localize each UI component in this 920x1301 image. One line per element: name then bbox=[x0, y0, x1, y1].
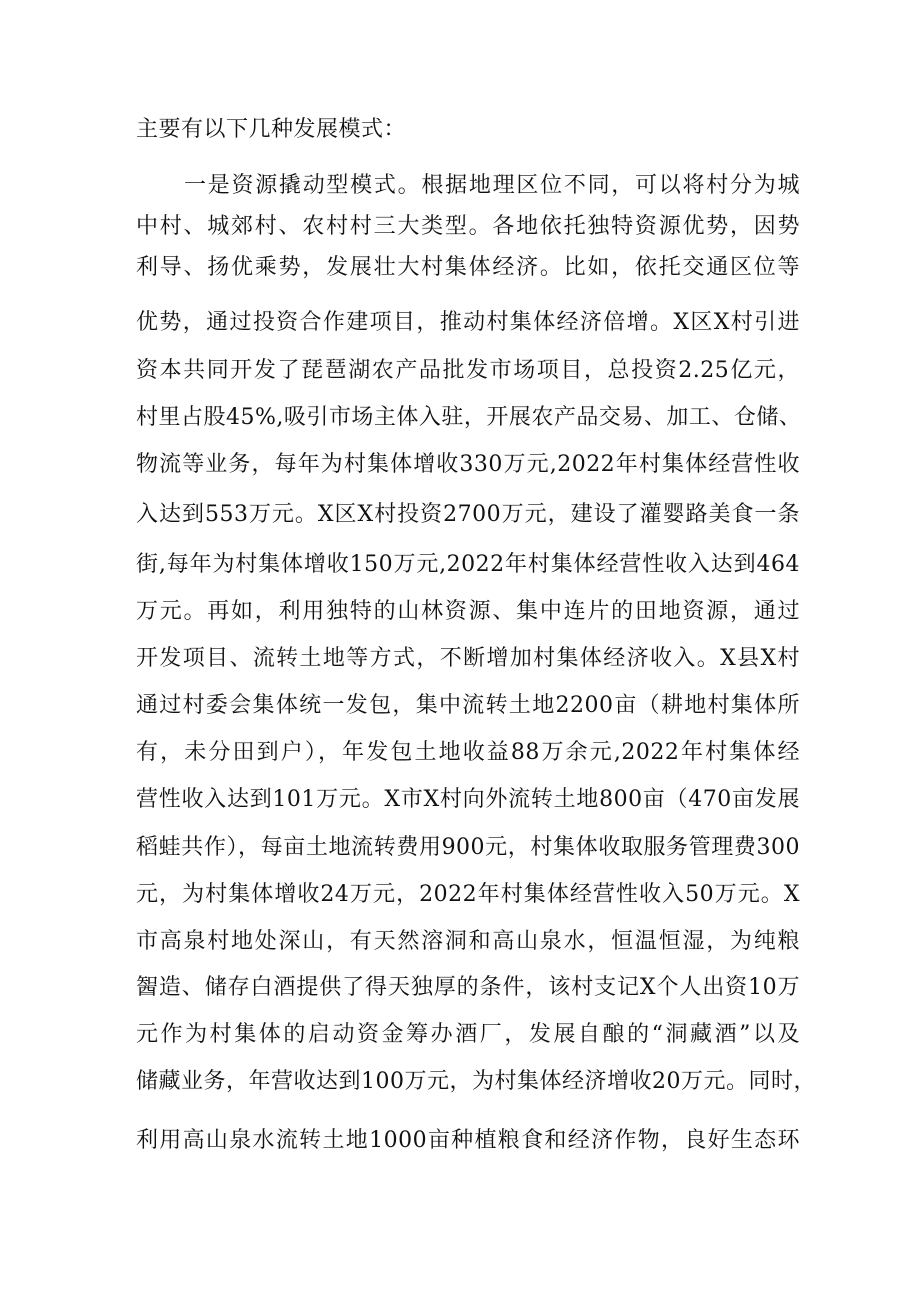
text-line-4: 利导、扬优乘势，发展壮大村集体经济。比如，依托交通区位等 bbox=[136, 255, 800, 280]
text-line-3: 中村、城郊村、农村村三大类型。各地依托独特资源优势，因势 bbox=[136, 214, 800, 239]
text-line-8: 物流等业务，每年为村集体增收330万元,2022年村集体经营性收 bbox=[136, 452, 800, 477]
text-line-22: 利用高山泉水流转土地1000亩种植粮食和经济作物，良好生态环 bbox=[136, 1128, 800, 1153]
text-line-11: 万元。再如，利用独特的山林资源、集中连片的田地资源，通过 bbox=[136, 599, 800, 624]
text-line-5: 优势，通过投资合作建项目，推动村集体经济倍增。X区X村引进 bbox=[136, 310, 800, 335]
text-line-12: 开发项目、流转土地等方式，不断增加村集体经济收入。X县X村 bbox=[136, 646, 800, 671]
text-line-6: 资本共同开发了琵琶湖农产品批发市场项目，总投资2.25亿元， bbox=[136, 358, 800, 383]
text-line-10: 街,每年为村集体增收150万元,2022年村集体经营性收入达到464 bbox=[136, 552, 800, 577]
text-line-18: 市高泉村地处深山，有天然溶洞和高山泉水，恒温恒湿，为纯粮 bbox=[136, 929, 800, 954]
text-line-14: 有，未分田到户），年发包土地收益88万余元,2022年村集体经 bbox=[136, 740, 800, 765]
text-line-1: 主要有以下几种发展模式： bbox=[136, 117, 407, 142]
text-line-15: 营性收入达到101万元。X市X村向外流转土地800亩（470亩发展 bbox=[136, 787, 800, 812]
text-line-16: 稻蛙共作），每亩土地流转费用900元，村集体收取服务管理费300 bbox=[136, 835, 800, 860]
text-line-19: 䣽造、储存白酒提供了得天独厚的条件，该村支记X个人出资10万 bbox=[136, 975, 800, 1000]
text-line-7: 村里占股45%,吸引市场主体入驻，开展农产品交易、加工、仓储、 bbox=[136, 405, 802, 430]
text-line-2: 一是资源撬动型模式。根据地理区位不同，可以将村分为城 bbox=[184, 173, 800, 198]
text-line-20: 元作为村集体的启动资金筹办酒厂，发展自酿的“洞藏酒”以及 bbox=[136, 1022, 800, 1047]
text-line-21: 储藏业务，年营收达到100万元，为村集体经济增收20万元。同时， bbox=[136, 1069, 816, 1094]
text-line-13: 通过村委会集体统一发包，集中流转土地2200亩（耕地村集体所 bbox=[136, 693, 800, 718]
text-line-9: 入达到553万元。X区X村投资2700万元，建设了灌婴路美食一条 bbox=[136, 502, 800, 527]
text-line-17: 元，为村集体增收24万元，2022年村集体经营性收入50万元。X bbox=[136, 882, 800, 907]
